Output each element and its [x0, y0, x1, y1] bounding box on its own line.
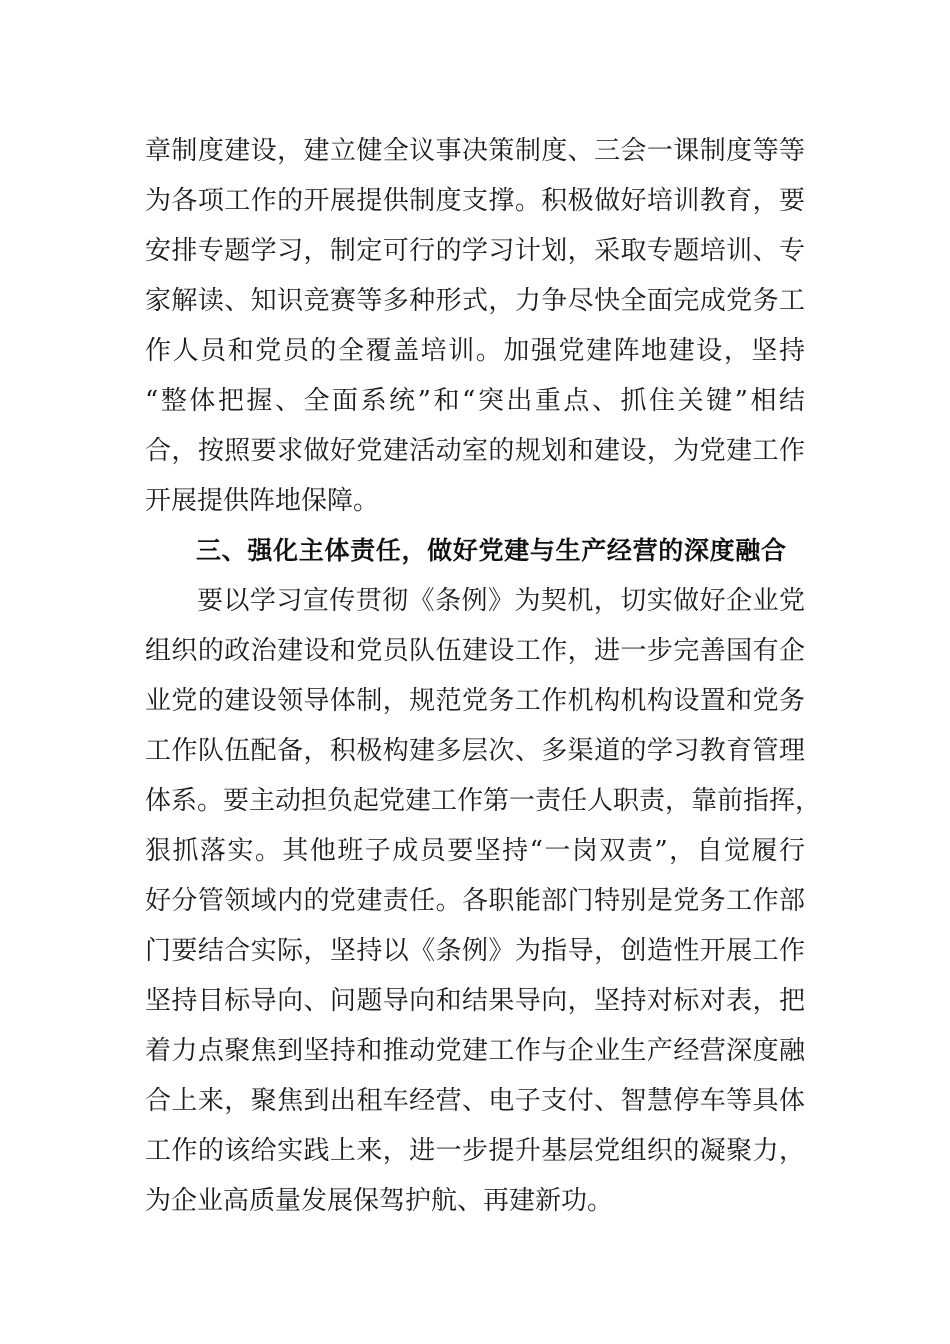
- text-line: 好分管领域内的党建责任。各职能部门特别是党务工作部: [145, 886, 805, 916]
- text-line: 安排专题学习，制定可行的学习计划，采取专题培训、专: [145, 236, 805, 266]
- text-line: 工作的该给实践上来，进一步提升基层党组织的凝聚力，: [145, 1136, 805, 1166]
- text-line: 狠抓落实。其他班子成员要坚持“一岗双责”，自觉履行: [145, 836, 805, 866]
- text-line: 坚持目标导向、问题导向和结果导向，坚持对标对表，把: [145, 986, 805, 1016]
- text-line: 合上来，聚焦到出租车经营、电子支付、智慧停车等具体: [145, 1086, 805, 1116]
- text-line: 门要结合实际，坚持以《条例》为指导，创造性开展工作: [145, 936, 805, 966]
- text-line: 为各项工作的开展提供制度支撑。积极做好培训教育，要: [145, 186, 805, 216]
- text-line: 为企业高质量发展保驾护航、再建新功。: [145, 1186, 614, 1216]
- text-line: 作人员和党员的全覆盖培训。加强党建阵地建设，坚持: [145, 336, 805, 366]
- text-line: 家解读、知识竞赛等多种形式，力争尽快全面完成党务工: [145, 286, 805, 316]
- text-line: 组织的政治建设和党员队伍建设工作，进一步完善国有企: [145, 636, 805, 666]
- section-heading: 三、强化主体责任，做好党建与生产经营的深度融合: [196, 536, 786, 565]
- text-line: 开展提供阵地保障。: [145, 486, 380, 516]
- text-line: 业党的建设领导体制，规范党务工作机构机构设置和党务: [145, 686, 805, 716]
- text-line: “整体把握、全面系统”和“突出重点、抓住关键”相结: [145, 386, 805, 416]
- text-line: 合，按照要求做好党建活动室的规划和建设，为党建工作: [145, 436, 805, 466]
- text-line: 着力点聚焦到坚持和推动党建工作与企业生产经营深度融: [145, 1036, 805, 1066]
- text-line: 体系。要主动担负起党建工作第一责任人职责，靠前指挥，: [145, 786, 822, 816]
- text-line: 章制度建设，建立健全议事决策制度、三会一课制度等等: [145, 136, 805, 166]
- text-line: 工作队伍配备，积极构建多层次、多渠道的学习教育管理: [145, 736, 805, 766]
- text-line: 要以学习宣传贯彻《条例》为契机，切实做好企业党: [197, 586, 805, 616]
